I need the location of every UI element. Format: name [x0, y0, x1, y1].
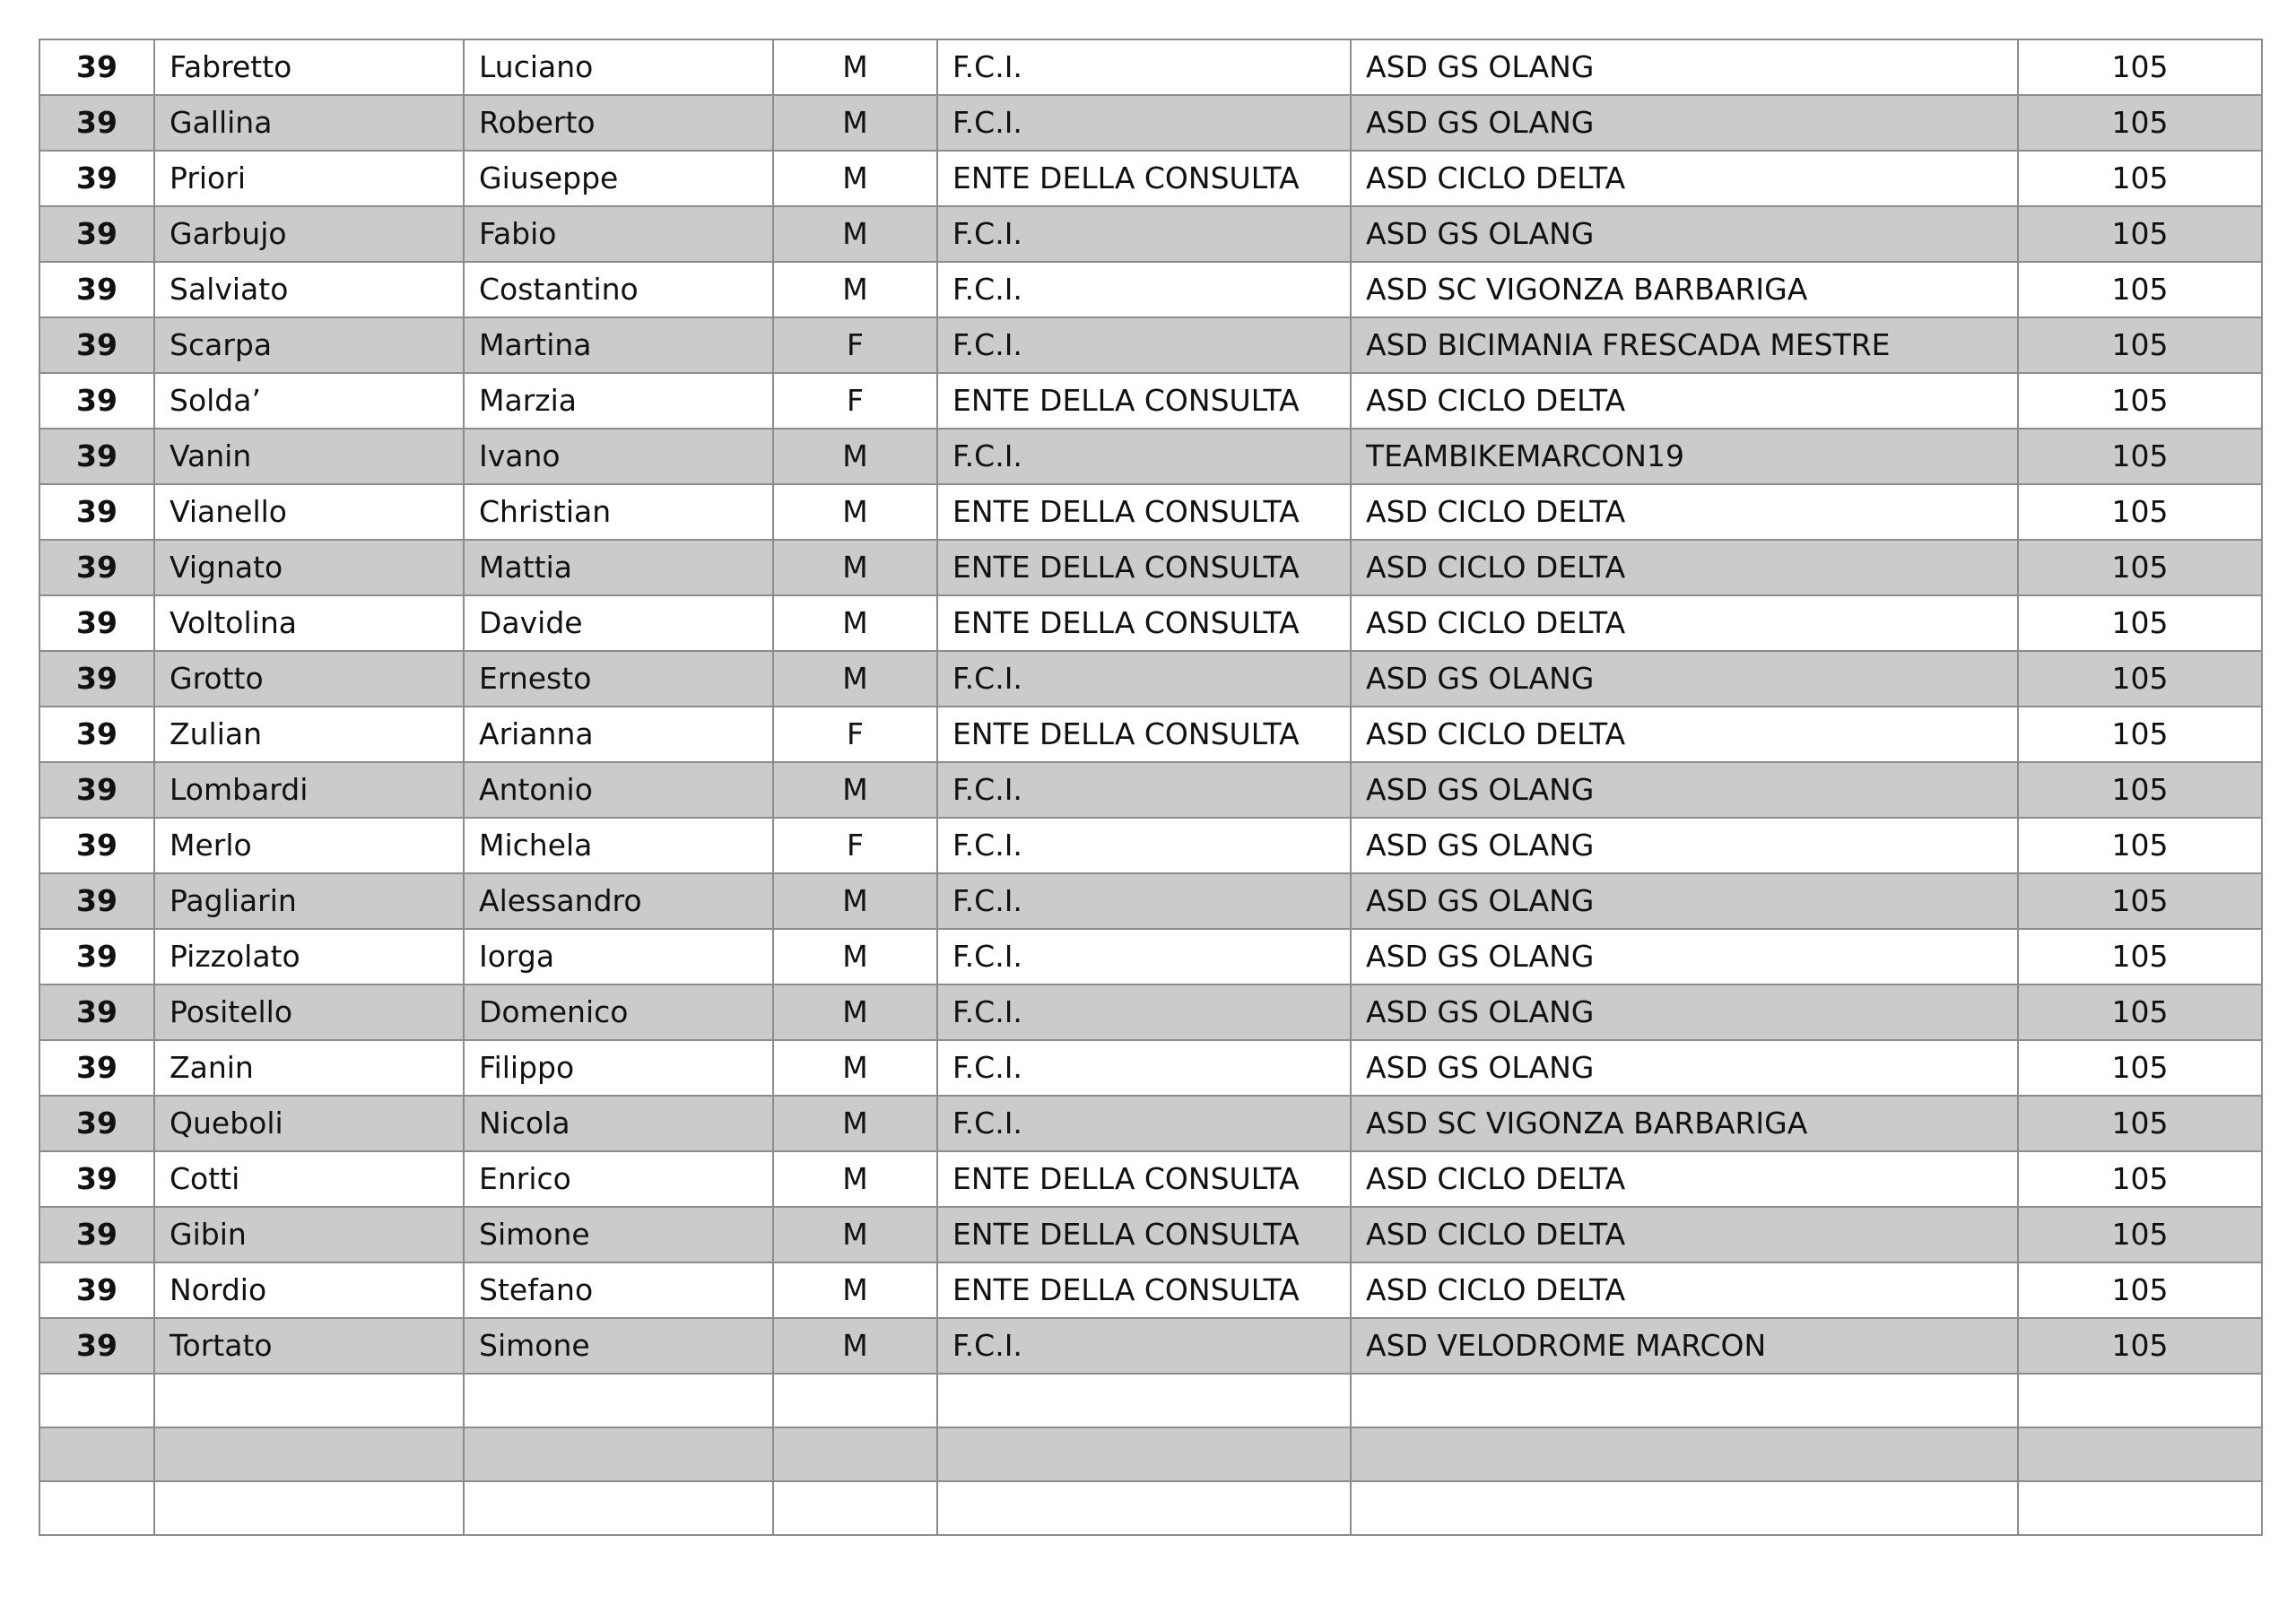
surname-cell: Vanin — [154, 429, 464, 484]
sex-cell — [773, 1374, 937, 1427]
federation-cell: F.C.I. — [937, 262, 1351, 317]
team-cell: TEAMBIKEMARCON19 — [1351, 429, 2018, 484]
table-row — [39, 317, 2262, 373]
first-name-cell: Michela — [464, 818, 773, 873]
surname-cell: Zanin — [154, 1040, 464, 1096]
federation-cell: F.C.I. — [937, 1040, 1351, 1096]
sex-cell: M — [773, 651, 937, 707]
federation-cell: F.C.I. — [937, 873, 1351, 929]
federation-cell: ENTE DELLA CONSULTA — [937, 484, 1351, 540]
surname-cell: Priori — [154, 151, 464, 206]
first-name-cell: Stefano — [464, 1262, 773, 1318]
team-cell: ASD CICLO DELTA — [1351, 484, 2018, 540]
first-name-cell — [464, 1481, 773, 1535]
table-row — [39, 595, 2262, 651]
rank-cell: 39 — [39, 1096, 154, 1151]
table-row — [39, 651, 2262, 707]
results-table — [39, 39, 2263, 1536]
points-cell: 105 — [2018, 873, 2262, 929]
surname-cell: Pagliarin — [154, 873, 464, 929]
team-cell: ASD GS OLANG — [1351, 929, 2018, 984]
points-cell — [2018, 1481, 2262, 1535]
federation-cell: ENTE DELLA CONSULTA — [937, 540, 1351, 595]
table-row — [39, 1207, 2262, 1262]
surname-cell: Vianello — [154, 484, 464, 540]
team-cell: ASD GS OLANG — [1351, 818, 2018, 873]
federation-cell: ENTE DELLA CONSULTA — [937, 1151, 1351, 1207]
points-cell: 105 — [2018, 206, 2262, 262]
surname-cell: Voltolina — [154, 595, 464, 651]
first-name-cell: Filippo — [464, 1040, 773, 1096]
table-row — [39, 1262, 2262, 1318]
surname-cell: Fabretto — [154, 39, 464, 95]
surname-cell: Merlo — [154, 818, 464, 873]
rank-cell: 39 — [39, 1040, 154, 1096]
first-name-cell: Nicola — [464, 1096, 773, 1151]
first-name-cell — [464, 1374, 773, 1427]
surname-cell: Zulian — [154, 707, 464, 762]
team-cell: ASD SC VIGONZA BARBARIGA — [1351, 1096, 2018, 1151]
surname-cell: Gibin — [154, 1207, 464, 1262]
federation-cell: F.C.I. — [937, 1318, 1351, 1374]
rank-cell: 39 — [39, 1318, 154, 1374]
sex-cell: M — [773, 540, 937, 595]
surname-cell: Vignato — [154, 540, 464, 595]
rank-cell: 39 — [39, 929, 154, 984]
sex-cell: F — [773, 373, 937, 429]
federation-cell: ENTE DELLA CONSULTA — [937, 151, 1351, 206]
team-cell: ASD GS OLANG — [1351, 1040, 2018, 1096]
surname-cell: Grotto — [154, 651, 464, 707]
points-cell: 105 — [2018, 484, 2262, 540]
team-cell: ASD CICLO DELTA — [1351, 540, 2018, 595]
federation-cell: ENTE DELLA CONSULTA — [937, 1262, 1351, 1318]
points-cell: 105 — [2018, 651, 2262, 707]
team-cell — [1351, 1374, 2018, 1427]
team-cell: ASD GS OLANG — [1351, 651, 2018, 707]
first-name-cell: Alessandro — [464, 873, 773, 929]
federation-cell: ENTE DELLA CONSULTA — [937, 595, 1351, 651]
first-name-cell: Simone — [464, 1207, 773, 1262]
sex-cell: M — [773, 873, 937, 929]
first-name-cell: Mattia — [464, 540, 773, 595]
points-cell: 105 — [2018, 1318, 2262, 1374]
points-cell: 105 — [2018, 762, 2262, 818]
table-row — [39, 1151, 2262, 1207]
first-name-cell: Ernesto — [464, 651, 773, 707]
table-row — [39, 1096, 2262, 1151]
table-row — [39, 540, 2262, 595]
first-name-cell: Domenico — [464, 984, 773, 1040]
table-row — [39, 1481, 2262, 1535]
sex-cell: M — [773, 1040, 937, 1096]
rank-cell — [39, 1481, 154, 1535]
sex-cell — [773, 1481, 937, 1535]
table-row — [39, 151, 2262, 206]
federation-cell — [937, 1481, 1351, 1535]
federation-cell: F.C.I. — [937, 929, 1351, 984]
team-cell: ASD CICLO DELTA — [1351, 1262, 2018, 1318]
first-name-cell: Roberto — [464, 95, 773, 151]
team-cell — [1351, 1481, 2018, 1535]
first-name-cell: Arianna — [464, 707, 773, 762]
sex-cell: M — [773, 984, 937, 1040]
team-cell: ASD GS OLANG — [1351, 873, 2018, 929]
table-row — [39, 95, 2262, 151]
sex-cell: M — [773, 484, 937, 540]
points-cell — [2018, 1374, 2262, 1427]
team-cell: ASD CICLO DELTA — [1351, 373, 2018, 429]
team-cell: ASD CICLO DELTA — [1351, 707, 2018, 762]
table-row — [39, 1040, 2262, 1096]
rank-cell: 39 — [39, 1151, 154, 1207]
points-cell: 105 — [2018, 1040, 2262, 1096]
sex-cell — [773, 1427, 937, 1481]
surname-cell: Solda’ — [154, 373, 464, 429]
federation-cell: F.C.I. — [937, 762, 1351, 818]
surname-cell — [154, 1374, 464, 1427]
sex-cell: M — [773, 1151, 937, 1207]
sex-cell: M — [773, 1096, 937, 1151]
points-cell: 105 — [2018, 540, 2262, 595]
table-row — [39, 206, 2262, 262]
table-row — [39, 984, 2262, 1040]
team-cell: ASD GS OLANG — [1351, 762, 2018, 818]
federation-cell: F.C.I. — [937, 429, 1351, 484]
surname-cell: Tortato — [154, 1318, 464, 1374]
surname-cell: Garbujo — [154, 206, 464, 262]
team-cell: ASD CICLO DELTA — [1351, 595, 2018, 651]
team-cell: ASD CICLO DELTA — [1351, 1207, 2018, 1262]
team-cell: ASD CICLO DELTA — [1351, 151, 2018, 206]
federation-cell: F.C.I. — [937, 206, 1351, 262]
points-cell: 105 — [2018, 984, 2262, 1040]
first-name-cell: Davide — [464, 595, 773, 651]
points-cell: 105 — [2018, 1151, 2262, 1207]
table-row — [39, 262, 2262, 317]
team-cell — [1351, 1427, 2018, 1481]
sex-cell: M — [773, 262, 937, 317]
rank-cell: 39 — [39, 373, 154, 429]
surname-cell — [154, 1481, 464, 1535]
points-cell: 105 — [2018, 95, 2262, 151]
federation-cell: ENTE DELLA CONSULTA — [937, 373, 1351, 429]
table-row — [39, 873, 2262, 929]
rank-cell: 39 — [39, 317, 154, 373]
rank-cell — [39, 1427, 154, 1481]
points-cell: 105 — [2018, 262, 2262, 317]
first-name-cell: Enrico — [464, 1151, 773, 1207]
points-cell: 105 — [2018, 151, 2262, 206]
points-cell: 105 — [2018, 707, 2262, 762]
surname-cell — [154, 1427, 464, 1481]
federation-cell: F.C.I. — [937, 1096, 1351, 1151]
sex-cell: F — [773, 818, 937, 873]
sex-cell: M — [773, 39, 937, 95]
rank-cell: 39 — [39, 984, 154, 1040]
first-name-cell: Fabio — [464, 206, 773, 262]
points-cell: 105 — [2018, 373, 2262, 429]
points-cell: 105 — [2018, 429, 2262, 484]
federation-cell: F.C.I. — [937, 39, 1351, 95]
rank-cell: 39 — [39, 39, 154, 95]
federation-cell: F.C.I. — [937, 818, 1351, 873]
table-row — [39, 429, 2262, 484]
points-cell: 105 — [2018, 317, 2262, 373]
rank-cell: 39 — [39, 707, 154, 762]
rank-cell: 39 — [39, 873, 154, 929]
points-cell: 105 — [2018, 929, 2262, 984]
first-name-cell: Antonio — [464, 762, 773, 818]
first-name-cell: Marzia — [464, 373, 773, 429]
federation-cell — [937, 1374, 1351, 1427]
surname-cell: Pizzolato — [154, 929, 464, 984]
table-row — [39, 762, 2262, 818]
federation-cell: F.C.I. — [937, 317, 1351, 373]
table-row — [39, 1318, 2262, 1374]
sex-cell: M — [773, 151, 937, 206]
rank-cell: 39 — [39, 1262, 154, 1318]
table-row — [39, 929, 2262, 984]
team-cell: ASD BICIMANIA FRESCADA MESTRE — [1351, 317, 2018, 373]
team-cell: ASD GS OLANG — [1351, 984, 2018, 1040]
table-row — [39, 1427, 2262, 1481]
rank-cell: 39 — [39, 540, 154, 595]
sex-cell: M — [773, 929, 937, 984]
rank-cell: 39 — [39, 95, 154, 151]
first-name-cell: Christian — [464, 484, 773, 540]
sex-cell: M — [773, 95, 937, 151]
rank-cell — [39, 1374, 154, 1427]
rank-cell: 39 — [39, 262, 154, 317]
table-row — [39, 818, 2262, 873]
table-row — [39, 373, 2262, 429]
first-name-cell: Costantino — [464, 262, 773, 317]
points-cell: 105 — [2018, 595, 2262, 651]
federation-cell: ENTE DELLA CONSULTA — [937, 707, 1351, 762]
table-row — [39, 1374, 2262, 1427]
sex-cell: M — [773, 595, 937, 651]
sex-cell: M — [773, 762, 937, 818]
table-row — [39, 484, 2262, 540]
surname-cell: Salviato — [154, 262, 464, 317]
rank-cell: 39 — [39, 818, 154, 873]
points-cell: 105 — [2018, 1207, 2262, 1262]
first-name-cell — [464, 1427, 773, 1481]
rank-cell: 39 — [39, 762, 154, 818]
sex-cell: F — [773, 707, 937, 762]
federation-cell: F.C.I. — [937, 651, 1351, 707]
results-table-body — [39, 39, 2262, 1535]
rank-cell: 39 — [39, 1207, 154, 1262]
first-name-cell: Simone — [464, 1318, 773, 1374]
sex-cell: F — [773, 317, 937, 373]
team-cell: ASD VELODROME MARCON — [1351, 1318, 2018, 1374]
points-cell: 105 — [2018, 818, 2262, 873]
points-cell: 105 — [2018, 1262, 2262, 1318]
team-cell: ASD GS OLANG — [1351, 206, 2018, 262]
sex-cell: M — [773, 1262, 937, 1318]
federation-cell — [937, 1427, 1351, 1481]
first-name-cell: Ivano — [464, 429, 773, 484]
team-cell: ASD SC VIGONZA BARBARIGA — [1351, 262, 2018, 317]
surname-cell: Scarpa — [154, 317, 464, 373]
team-cell: ASD CICLO DELTA — [1351, 1151, 2018, 1207]
surname-cell: Positello — [154, 984, 464, 1040]
table-row — [39, 707, 2262, 762]
surname-cell: Gallina — [154, 95, 464, 151]
federation-cell: ENTE DELLA CONSULTA — [937, 1207, 1351, 1262]
surname-cell: Lombardi — [154, 762, 464, 818]
first-name-cell: Iorga — [464, 929, 773, 984]
rank-cell: 39 — [39, 484, 154, 540]
surname-cell: Nordio — [154, 1262, 464, 1318]
table-row — [39, 39, 2262, 95]
rank-cell: 39 — [39, 151, 154, 206]
sex-cell: M — [773, 429, 937, 484]
surname-cell: Queboli — [154, 1096, 464, 1151]
first-name-cell: Martina — [464, 317, 773, 373]
points-cell — [2018, 1427, 2262, 1481]
federation-cell: F.C.I. — [937, 984, 1351, 1040]
rank-cell: 39 — [39, 206, 154, 262]
team-cell: ASD GS OLANG — [1351, 39, 2018, 95]
points-cell: 105 — [2018, 1096, 2262, 1151]
rank-cell: 39 — [39, 651, 154, 707]
points-cell: 105 — [2018, 39, 2262, 95]
first-name-cell: Giuseppe — [464, 151, 773, 206]
sex-cell: M — [773, 206, 937, 262]
rank-cell: 39 — [39, 429, 154, 484]
team-cell: ASD GS OLANG — [1351, 95, 2018, 151]
surname-cell: Cotti — [154, 1151, 464, 1207]
rank-cell: 39 — [39, 595, 154, 651]
first-name-cell: Luciano — [464, 39, 773, 95]
sex-cell: M — [773, 1318, 937, 1374]
sex-cell: M — [773, 1207, 937, 1262]
federation-cell: F.C.I. — [937, 95, 1351, 151]
